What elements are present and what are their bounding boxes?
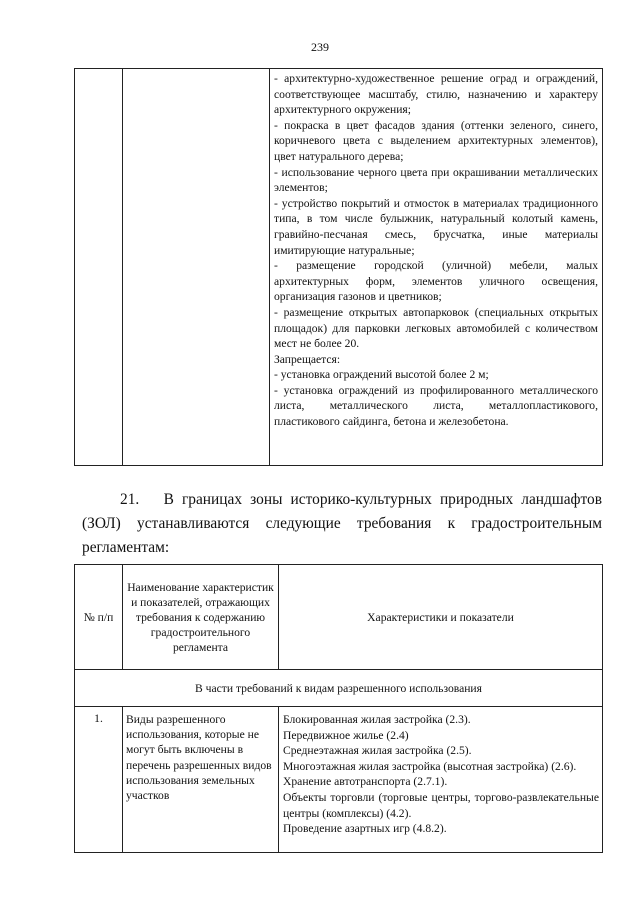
section-number: 21.	[120, 491, 140, 508]
value-line: Среднеэтажная жилая застройка (2.5).	[283, 744, 472, 758]
row-name: Виды разрешенного использования, которые не могут быть включены в перечень разрешенных видов использования земельных участков	[123, 707, 279, 853]
section-21-paragraph	[82, 488, 602, 560]
value-line: Объекты торговли (торговые центры, торгово-развлекательные центры (комплексы) (4.2).	[283, 790, 599, 820]
header-name: Наименование характеристик и показателей, отражающих требования к содержанию градостроительного регламента	[123, 565, 279, 670]
header-values: Характеристики и показатели	[279, 565, 603, 670]
row-values	[279, 707, 603, 853]
requirements-cell	[270, 69, 603, 466]
value-line: Многоэтажная жилая застройка (высотная застройка) (2.6).	[283, 759, 577, 773]
continued-table	[74, 68, 603, 466]
page-number: 239	[311, 40, 329, 54]
row-number: 1.	[75, 707, 123, 853]
section-row	[75, 670, 603, 707]
value-line: Блокированная жилая застройка (2.3).	[283, 713, 471, 726]
section-text: В границах зоны историко-культурных природных ландшафтов (ЗОЛ) устанавливаются следующие требования к градостроительным регламентам:	[82, 491, 602, 556]
requirement-paragraph: - размещение открытых автопарковок (специальных открытых площадок) для парковки легковых автомобилей с количеством мест не более 20.	[274, 305, 598, 351]
requirement-paragraph: - архитектурно-художественное решение оград и ограждений, соответствующее масштабу, стилю, назначению и характеру архитектурного окружения;	[274, 72, 598, 117]
table-header-row	[75, 565, 603, 670]
requirement-paragraph: - размещение городской (уличной) мебели, малых архитектурных форм, элементов уличного освещения, организация газонов и цветников;	[274, 259, 598, 304]
prohibition-heading: Запрещается:	[274, 352, 341, 366]
requirement-paragraph: - использование черного цвета при окрашивании металлических элементов;	[274, 165, 598, 195]
prohibition-paragraph: - установка ограждений высотой более 2 м;	[274, 368, 489, 382]
table-row	[75, 707, 603, 853]
section-title: В части требований к видам разрешенного использования	[75, 670, 603, 707]
requirement-paragraph: - устройство покрытий и отмосток в материалах традиционного типа, в том числе булыжник, натуральный колотый камень, гравийно-песчаная смесь, брусчатка, иные материалы имитирующие натуральные;	[274, 196, 598, 257]
requirement-paragraph: - покраска в цвет фасадов здания (оттенки зеленого, синего, коричневого цвета с выделением архитектурных элементов), цвет натурального дерева;	[274, 118, 598, 163]
value-line: Хранение автотранспорта (2.7.1).	[283, 775, 448, 789]
name-cell	[123, 69, 270, 466]
value-line: Проведение азартных игр (4.8.2).	[283, 822, 447, 836]
header-num: № п/п	[75, 565, 123, 670]
zol-requirements-table	[74, 564, 603, 853]
num-cell	[75, 69, 123, 466]
value-line: Передвижное жилье (2.4)	[283, 728, 409, 742]
prohibition-paragraph: - установка ограждений из профилированного металлического листа, металлического листа, металлопластикового, пластикового сайдинга, бетона и железобетона.	[274, 383, 598, 429]
